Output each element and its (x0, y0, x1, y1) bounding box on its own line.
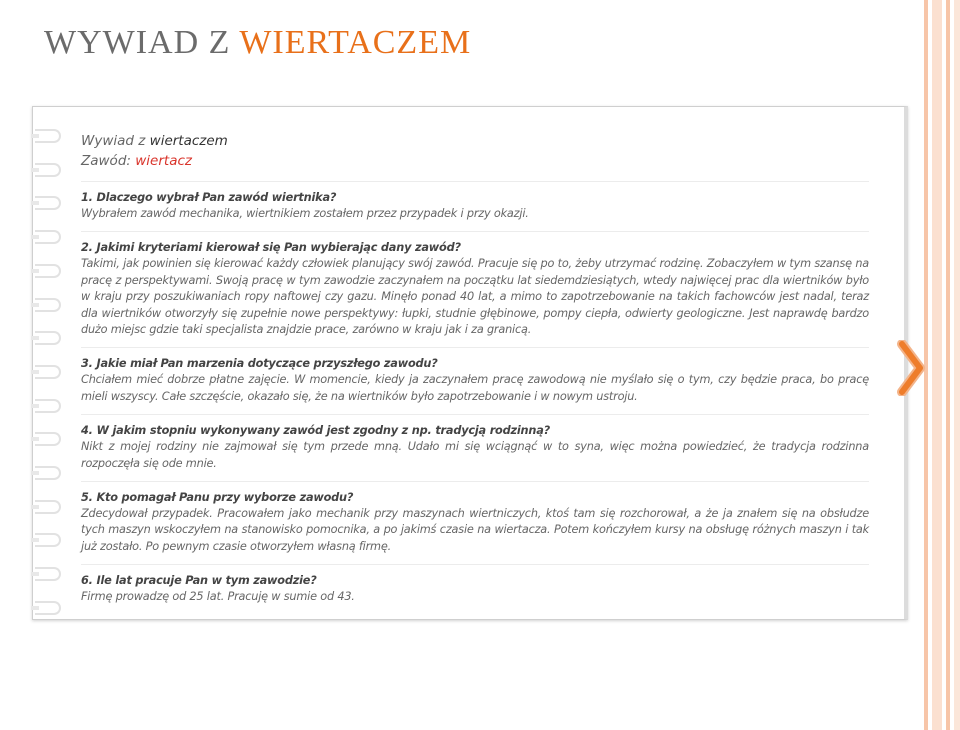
interview-header (81, 131, 869, 182)
header-line-1 (81, 131, 869, 151)
header-line-2 (81, 151, 869, 171)
spiral-ring-icon (35, 196, 61, 210)
spiral-ring-icon (35, 533, 61, 547)
spiral-ring-icon (35, 567, 61, 581)
answer: Wybrałem zawód mechanika, wiertnikiem zostałem przez przypadek i przy okazji. (81, 207, 529, 220)
header-line2-value: wiertacz (135, 153, 192, 169)
answer: Zdecydował przypadek. Pracowałem jako mechanik przy maszynach wiertniczych, ktoś tam się rozchorował, a że ja znałem się na obsłudze tych maszyn wskoczyłem na stanowisko pomocnika, a po jakimś czasie na wiertacza. Potem kończyłem kursy na obsługę różnych maszyn i tak już zostało. Po pewnym czasie otworzyłem własną firmę. (81, 507, 869, 553)
header-line2-prefix: Zawód: (81, 153, 131, 169)
title-part1: WYWIAD Z (44, 24, 231, 61)
spiral-ring-icon (35, 331, 61, 345)
header-line1-value: wiertaczem (149, 133, 228, 149)
answer: Firmę prowadzę od 25 lat. Pracuję w sumie od 43. (81, 590, 355, 604)
answer: Takimi, jak powinien się kierować każdy człowiek planujący swój zawód. Pracuje się po to, żeby utrzymać rodzinę. Zobaczyłem w tym szansę na pracę z perspektywami. Swoją pracę w tym zawodzie zaczynałem na początku lat siedemdziesiątych, wtedy najwięcej prac dla wiertników było w kraju przy poszukiwaniach ropy naftowej czy gazu. Minęło ponad 40 lat, a mimo to zapotrzebowanie na takich fachowców jest nadal, teraz dla wiertników otworzyły się zupełnie nowe perspektywy: łupki, studnie głębinowe, pompy ciepła, odwierty geologiczne. Jest naprawdę bardzo dużo miejsc gdzie taki specjalista znajdzie prace, zarówno w kraju jak i za granicą. (81, 257, 869, 337)
header-line1-prefix: Wywiad z (81, 133, 146, 149)
spiral-ring-icon (35, 365, 61, 379)
question: 6. Ile lat pracuje Pan w tym zawodzie? (81, 574, 317, 588)
qa-item-5 (81, 490, 869, 565)
chevron-right-icon[interactable] (894, 340, 928, 396)
title-part2: WIERTACZEM (239, 24, 472, 61)
question: 3. Jakie miał Pan marzenia dotyczące przyszłego zawodu? (81, 357, 438, 371)
spiral-binding (33, 129, 67, 609)
qa-item-6 (81, 573, 869, 614)
spiral-ring-icon (35, 163, 61, 177)
spiral-ring-icon (35, 432, 61, 446)
spiral-ring-icon (35, 466, 61, 480)
qa-item-4 (81, 423, 869, 482)
spiral-ring-icon (35, 264, 61, 278)
qa-item-1 (81, 190, 869, 232)
interview-content (81, 131, 869, 623)
slide-title (44, 24, 471, 62)
question: 1. Dlaczego wybrał Pan zawód wiertnika? (81, 191, 337, 204)
spiral-ring-icon (35, 601, 61, 615)
spiral-ring-icon (35, 399, 61, 413)
notebook-page (32, 106, 908, 620)
decorative-stripes (924, 0, 960, 730)
question: 5. Kto pomagał Panu przy wyborze zawodu? (81, 491, 354, 505)
qa-item-2 (81, 240, 869, 348)
answer: Nikt z mojej rodziny nie zajmował się tym przede mną. Udało mi się wciągnąć w to syna, więc można powiedzieć, że tradycja rodzinna rozpoczęła się ode mnie. (81, 440, 869, 470)
spiral-ring-icon (35, 500, 61, 514)
spiral-ring-icon (35, 230, 61, 244)
spiral-ring-icon (35, 129, 61, 143)
answer: Chciałem mieć dobrze płatne zajęcie. W momencie, kiedy ja zaczynałem pracę zawodową nie myślało się o tym, czy będzie praca, bo pracę mieli wszyscy. Całe szczęście, okazało się, że na wiertników było zapotrzebowanie i w nowym ustroju. (81, 373, 869, 403)
spiral-ring-icon (35, 298, 61, 312)
question: 2. Jakimi kryteriami kierował się Pan wybierając dany zawód? (81, 241, 461, 255)
qa-item-3 (81, 356, 869, 415)
question: 4. W jakim stopniu wykonywany zawód jest zgodny z np. tradycją rodzinną? (81, 424, 551, 438)
